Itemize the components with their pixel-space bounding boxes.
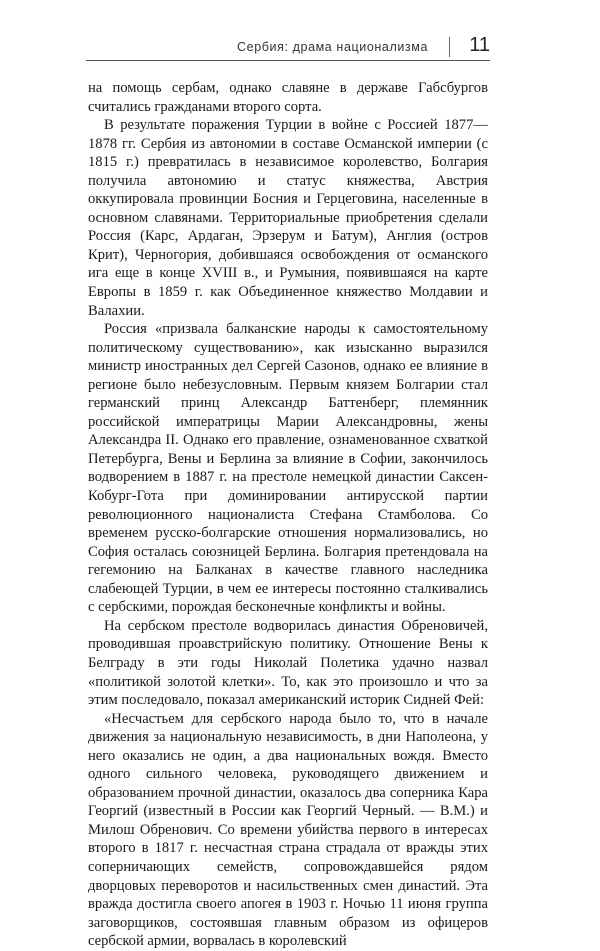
- running-header: [86, 34, 490, 68]
- page-number: 11: [469, 34, 490, 56]
- paragraph-3: Россия «призвала балканские народы к самостоятельному политическому существованию», как изысканно выразился министр иностранных дел Сергей Сазонов, однако ее влияние в регионе было небезусловным. Первым князем Болгарии стал германский принц Александр Баттенберг, племянник российской императрицы Марии Александровны, жены Александра II. Однако его правление, ознаменованное схваткой Петербурга, Вены и Берлина за влияние в Софии, закончилось водворением в 1887 г. на престоле немецкой династии Саксен-Кобург-Гота при доминировании антирусской партии революционного националиста Стефана Стамболова. Со временем русско-болгарские отношения нормализовались, но София осталась союзницей Берлина. Болгария претендовала на гегемонию на Балканах в качестве главного наследника слабеющей Турции, в чем ее интересы постоянно сталкивались с сербскими, порождая бесконечные конфликты и войны.: [88, 321, 488, 616]
- header-title: Сербия: драма национализма: [237, 40, 428, 54]
- paragraph-2: В результате поражения Турции в войне с Россией 1877—1878 гг. Сербия из автономии в составе Османской империи (с 1815 г.) превратилась в независимое королевство, Болгария получила автономию и статус княжества, Австрия оккупировала провинции Босния и Герцеговина, населенные в основном славянами. Территориальные приобретения сделали Россия (Карс, Ардаган, Эрзерум и Батум), Англия (остров Крит), Черногория, добившаяся освобождения от османского ига еще в конце XVIII в., и Румыния, появившаяся на карте Европы в 1859 г. как Объединенное княжество Молдавии и Валахии.: [88, 117, 488, 319]
- header-separator: [449, 37, 450, 57]
- paragraph-4: На сербском престоле водворилась династия Обреновичей, проводившая проавстрийскую политику. Отношение Вены к Белграду в эти годы Николай Полетика удачно назвал «политикой золотой клетки». То, как это произошло и что за этим последовало, показал американский историк Сидней Фей:: [88, 617, 488, 709]
- header-rule: [86, 60, 490, 61]
- paragraph-1: на помощь сербам, однако славяне в державе Габсбургов считались гражданами второго сорта.: [88, 80, 488, 115]
- paragraph-5: «Несчастьем для сербского народа было то, что в начале движения за национальную независимость, в дни Наполеона, у него оказались не один, а два национальных вождя. Вместо одного сильного человека, руководящего движением и образованием прочной династии, оказалось два соперника Кара Георгий (известный в России как Георгий Черный. — В.М.) и Милош Обренович. Со времени убийства первого в интересах второго в 1817 г. несчастная страна страдала от вражды этих соперничающих семейств, сопровождавшейся рядом дворцовых переворотов и насильственных смен династий. Эта вражда достигла своего апогея в 1903 г. Ночью 11 июня группа заговорщиков, состоявшая главным образом из офицеров сербской армии, ворвалась в королевский: [88, 710, 488, 950]
- body-text: [88, 79, 488, 951]
